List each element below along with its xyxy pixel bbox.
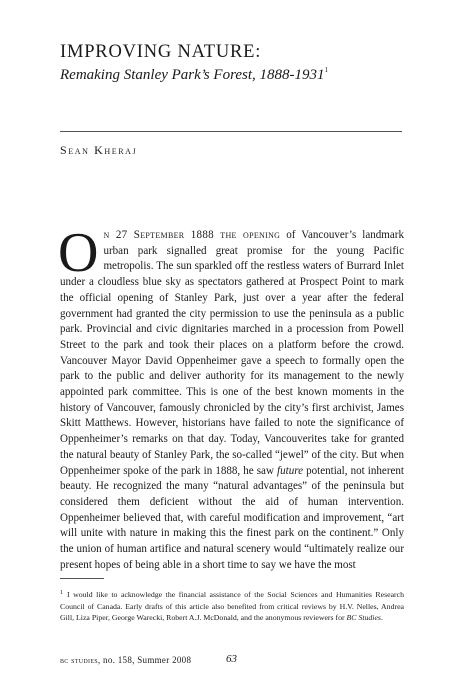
title-divider bbox=[60, 131, 402, 132]
article-subtitle bbox=[60, 66, 440, 84]
article-title: IMPROVING NATURE: bbox=[60, 42, 262, 62]
journal-issue: , no. 158, Summer 2008 bbox=[97, 655, 192, 665]
footnote-journal-title: BC Studies bbox=[346, 613, 381, 622]
footnote-mark: 1 bbox=[60, 590, 63, 596]
author-name: Sean Kheraj bbox=[60, 143, 138, 157]
lead-in: n 27 September 1888 the opening bbox=[103, 229, 281, 241]
footnote-end: . bbox=[380, 613, 383, 622]
paragraph-text: of Vancouver’s landmark urban park signalled great promise for the young Pacific metropolis. The sun sparkled off the restless waters of Burrard Inlet under a cloudless blue sky as spectators gathered at Prospect Point to mark the official opening of Stanley Park, just over a year after the federal government had granted the city permission to use the peninsula as a public park. Provincial and civic dignitaries marched in a procession from Powell Street to the park and took their places on a platform before the crowd. Vancouver Mayor David Oppenheimer gave a speech to formally open the park to the public and deliver authority for its management to the newly appointed park committee. This is one of the best known moments in the history of Vancouver, famously chronicled by the city’s first archivist, James Skitt Matthews. However, historians have failed to note the significance of Oppenheimer’s remarks on that day. Today, Vancouverites take for granted the natural beauty of Stanley Park, the so-called “jewel” of the city. But when Oppenheimer spoke of the park in 1888, he saw bbox=[60, 229, 404, 477]
emphasis-word: future bbox=[277, 464, 304, 477]
footnote bbox=[60, 588, 404, 624]
drop-cap: O bbox=[58, 222, 99, 284]
footnote-text: I would like to acknowledge the financial assistance of the Social Sciences and Humanities Research Council of Canada. Early drafts of this article also benefited from critical reviews by H.V. Nelles, Andrea Gill, Liza Piper, George Warecki, Robert A.J. McDonald, and the anonymous reviewers for bbox=[60, 590, 404, 622]
running-foot bbox=[60, 655, 191, 665]
footnote-divider bbox=[60, 578, 104, 579]
opening-paragraph bbox=[58, 222, 404, 573]
page-number: 63 bbox=[226, 653, 237, 665]
article-body bbox=[58, 222, 404, 573]
journal-name: bc studies bbox=[60, 655, 98, 665]
footnote-reference[interactable]: 1 bbox=[324, 66, 329, 74]
subtitle-text: Remaking Stanley Park’s Forest, 1888-1931 bbox=[60, 67, 325, 83]
paragraph-text-continued: potential, not inherent beauty. He recognized the many “natural advantages” of the peninsula but considered them deficient without the aid of human intervention. Oppenheimer believed that, with careful modification and improvement, “art will unite with nature in making this the finest park on the continent.” Only the union of human artifice and natural scenery would “ultimately realize our present hopes of being able in a short time to say we have the most bbox=[60, 464, 404, 571]
